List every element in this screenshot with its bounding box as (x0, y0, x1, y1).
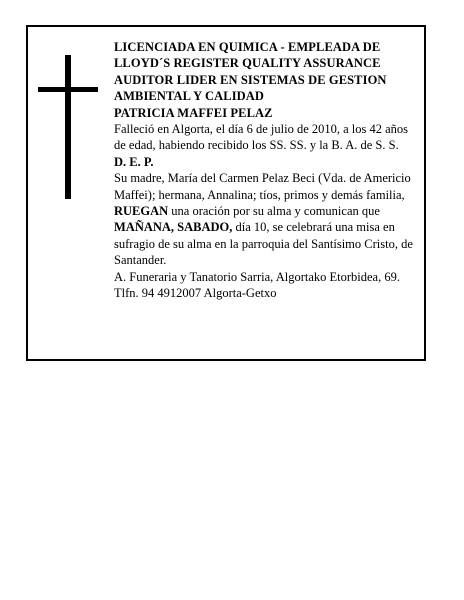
cross-horizontal-bar (38, 87, 98, 92)
funeral-home: A. Funeraria y Tanatorio Sarria, Algortako Etorbidea, 69. Tlfn. 94 4912007 Algorta-Getxo (114, 269, 400, 301)
mass-text: día 10, se celebrará una misa en sufragio de su alma en la parroquia del Santísimo Cristo, de Santander. (114, 220, 413, 268)
mass-announcement (114, 203, 420, 269)
death-announcement: Falleció en Algorta, el día 6 de julio de 2010, a los 42 años de edad, habiendo recibido los SS. SS. y la B. A. de S. S. (114, 122, 409, 153)
header-line-1: LICENCIADA EN QUIMICA - EMPLEADA DE (114, 40, 381, 54)
notice-text (114, 39, 420, 302)
ruegan-label: RUEGAN (114, 204, 169, 219)
ruegan-text: una oración por su alma y comunican que (168, 204, 380, 219)
deceased-name: PATRICIA MAFFEI PELAZ (114, 105, 273, 120)
header-line-4: AMBIENTAL Y CALIDAD (114, 89, 265, 104)
header-line-3: AUDITOR LIDER EN SISTEMAS DE GESTION (114, 72, 387, 87)
family-members: Su madre, María del Carmen Pelaz Beci (Vda. de Americio Maffei); hermana, Annalina; tíos, primos y demás familia, (114, 171, 411, 202)
manana-label: MAÑANA, SABADO, (114, 220, 233, 235)
header-line-2: LLOYD´S REGISTER QUALITY ASSURANCE (114, 56, 381, 71)
dep-label: D. E. P. (114, 154, 154, 169)
obituary-notice (26, 25, 426, 361)
cross-vertical-bar (65, 55, 71, 199)
cross-icon (38, 55, 98, 199)
